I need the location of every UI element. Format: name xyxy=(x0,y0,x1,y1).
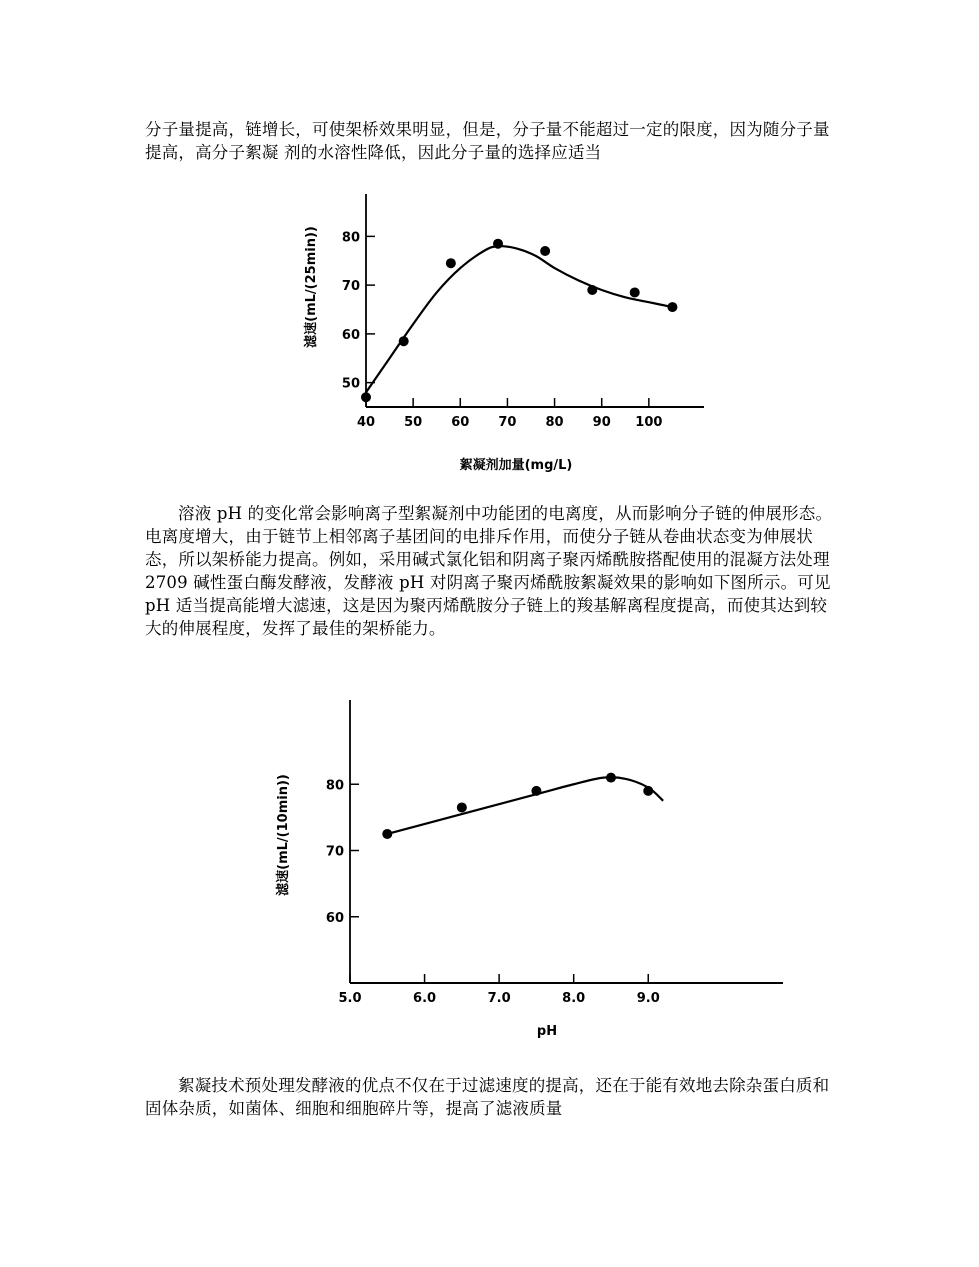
x-tick-label: 60 xyxy=(451,415,470,430)
data-point xyxy=(667,302,677,312)
paragraph-pretreatment-advantages: 絮凝技术预处理发酵液的优点不仅在于过滤速度的提高，还在于能有效地去除杂蛋白质和固体杂质，如菌体、细胞和细胞碎片等，提高了滤液质量 xyxy=(145,1076,830,1118)
y-tick-label: 80 xyxy=(341,230,360,246)
data-point xyxy=(457,802,467,812)
x-tick-label: 50 xyxy=(404,415,423,430)
data-point xyxy=(382,829,392,839)
data-point xyxy=(399,336,409,346)
x-tick-label: 8.0 xyxy=(562,991,586,1006)
x-tick-label: 90 xyxy=(592,415,611,430)
x-tick-label: 7.0 xyxy=(487,991,511,1006)
data-point xyxy=(446,258,456,268)
paragraph-ph-effect: 溶液 pH 的变化常会影响离子型絮凝剂中功能团的电离度，从而影响分子链的伸展形态。电离度增大，由于链节上相邻离子基团间的电排斥作用，而使分子链从卷曲状态变为伸展状态，所以架桥能力提高。例如，采用碱式氯化铝和阴离子聚丙烯酰胺搭配使用的混凝方法处理 2709 碱性蛋白酶发酵液，发酵液 pH 对阴离子聚丙烯酰胺絮凝效果的影响如下图所示。可见 pH 适当提高能增大滤速，这是因为聚丙烯酰胺分子链上的羧基解离程度提高，而使其达到较大的伸展程度，发挥了最佳的架桥能力。 xyxy=(145,504,833,638)
fit-curve xyxy=(366,246,672,392)
data-point xyxy=(493,239,503,249)
data-point xyxy=(630,287,640,297)
x-axis-label: pH xyxy=(536,1024,558,1039)
y-tick-label: 70 xyxy=(325,844,344,860)
y-tick-label: 80 xyxy=(325,778,344,794)
chart-ph-filtration xyxy=(255,695,785,1045)
x-tick-label: 5.0 xyxy=(338,991,362,1006)
y-tick-label: 60 xyxy=(341,327,360,343)
y-tick-label: 70 xyxy=(341,279,360,295)
data-point xyxy=(606,773,616,783)
data-point xyxy=(540,246,550,256)
data-point xyxy=(643,786,653,796)
chart-flocculant-dosage xyxy=(290,175,700,485)
x-tick-label: 9.0 xyxy=(636,991,660,1006)
x-tick-label: 80 xyxy=(545,415,564,430)
y-tick-label: 50 xyxy=(341,376,360,392)
paragraph-molecular-weight: 分子量提高，链增长，可使架桥效果明显，但是，分子量不能超过一定的限度，因为随分子量提高，高分子絮凝 剂的水溶性降低，因此分子量的选择应适当 xyxy=(145,120,830,162)
x-axis-label: 絮凝剂加量(mg/L) xyxy=(459,458,573,473)
x-tick-label: 100 xyxy=(635,415,663,430)
x-tick-label: 40 xyxy=(356,415,376,430)
y-axis-label: 滤速(mL/(10min)) xyxy=(276,774,291,896)
data-point xyxy=(361,392,371,402)
fit-curve xyxy=(387,777,663,834)
x-tick-label: 6.0 xyxy=(413,991,437,1006)
data-point xyxy=(587,285,597,295)
y-axis-label: 滤速(mL/(25min)) xyxy=(304,226,319,348)
x-tick-label: 70 xyxy=(498,415,517,430)
data-point xyxy=(531,786,541,796)
y-tick-label: 60 xyxy=(325,910,344,926)
